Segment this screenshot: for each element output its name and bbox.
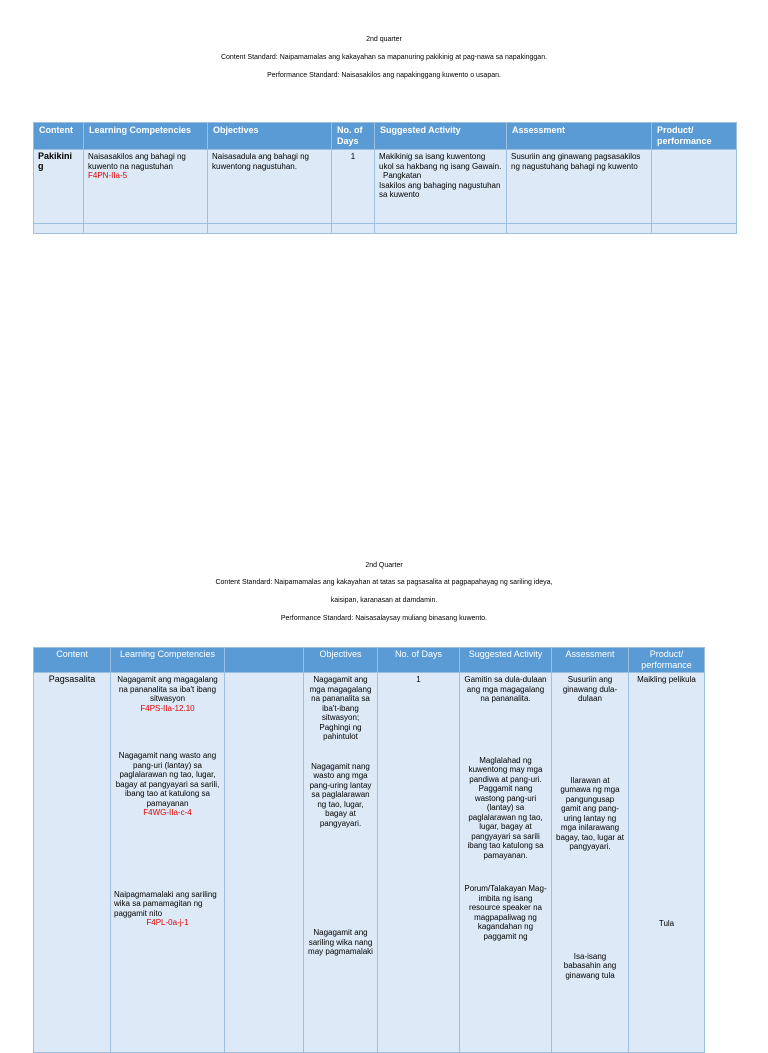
header-activity: Suggested Activity: [375, 123, 507, 150]
content-standard-2-line2: kaisipan, karanasan at damdamin.: [330, 597, 438, 604]
competency-cell: [84, 150, 208, 224]
assessment-cell: Susuriin ang ginawang pagsasakilos ng nagustuhang bahagi ng kuwento: [507, 150, 652, 224]
header-product: Product/ performance: [652, 123, 737, 150]
activity-text-2: Maglalahad ng kuwentong may mga pandiwa at pang-uri. Paggamit nang wastong pang-uri (lantay) sa paglalarawan ng tao, lugar, bagay at pangyayari sa sarili ibang tao katulong sa pamayanan.: [467, 755, 544, 860]
objective-text-3: Nagagamit ang sariling wika nang may pagmamalaki: [308, 928, 373, 956]
table-row: [34, 673, 705, 1053]
blank-cell: [225, 673, 304, 1053]
header-assessment: Assessment: [552, 648, 629, 673]
table-header-row: [34, 648, 705, 673]
assessment-text-3: Isa-isang babasahin ang ginawang tula: [563, 951, 617, 980]
product-text-2: Tula: [658, 918, 675, 928]
objective-text-1: Nagagamit ang mga magagalang na pananalita sa iba't-ibang sitwasyon; Paghingi ng pahintulot: [309, 675, 372, 741]
header-days: No. of Days: [378, 648, 460, 673]
competency-text: Naisasakilos ang bahagi ng kuwento na nagustuhan: [88, 152, 186, 171]
header-content: Content: [34, 648, 111, 673]
objective-cell: Naisasadula ang bahagi ng kuwentong nagustuhan.: [208, 150, 332, 224]
content-standard-2-line1: Content Standard: Naipamamalas ang kakayahan at tatas sa pagsasalita at pagpapahayag ng sariling ideya,: [215, 579, 553, 586]
activity-text-1: Gamitin sa dula-dulaan ang mga magagalang na pananalita.: [464, 675, 547, 703]
content-standard-1: Content Standard: Naipamamalas ang kakayahan sa mapanuring pakikinig at pag-nawa sa napakinggan.: [220, 54, 548, 61]
empty-cell: [652, 224, 737, 234]
header-competencies: Learning Competencies: [111, 648, 225, 673]
curriculum-table-1: [33, 122, 737, 234]
empty-cell: [507, 224, 652, 234]
empty-cell: [208, 224, 332, 234]
header-product: Product/ performance: [629, 648, 705, 673]
empty-cell: [332, 224, 375, 234]
product-text-1: Maikling pelikula: [637, 675, 696, 684]
product-cell: [652, 150, 737, 224]
empty-cell: [375, 224, 507, 234]
quarter-heading-2: 2nd Quarter: [365, 562, 403, 569]
performance-standard-1: Performance Standard: Naisasakilos ang napakinggang kuwento o usapan.: [267, 72, 501, 79]
header-content: Content: [34, 123, 84, 150]
header-days: No. of Days: [332, 123, 375, 150]
activity-text-3: Porum/Talakayan Mag-imbita ng isang resource speaker na magpapaliwag ng kagandahan ng paggamit ng: [464, 884, 547, 941]
competency-code-2: F4WG-IIa-c-4: [143, 808, 192, 817]
days-cell: 1: [378, 673, 460, 1053]
header-assessment: Assessment: [507, 123, 652, 150]
curriculum-table-2: [33, 647, 705, 1053]
competency-text-3: Naipagmamalaki ang sariling wika sa pamamagitan ng paggamit nito: [114, 889, 217, 918]
quarter-heading-1: 2nd quarter: [366, 36, 402, 43]
competency-code-1: F4PS-IIa-12.10: [140, 703, 195, 713]
header-competencies: Learning Competencies: [84, 123, 208, 150]
table-header-row: [34, 123, 737, 150]
competency-code: F4PN-IIa-5: [88, 171, 128, 180]
activity-text-2: Pangkatan: [383, 171, 422, 180]
assessment-cell: [552, 673, 629, 1053]
competency-code-3: F4PL-0a-j-1: [146, 918, 189, 927]
days-cell: 1: [332, 150, 375, 224]
header-objectives: Objectives: [208, 123, 332, 150]
competency-text-2: Nagagamit nang wasto ang pang-uri (lantay) sa paglalarawan ng tao, lugar, bagay at pangyayari sa sarili, ibang tao at katulong sa pamayanan: [115, 751, 220, 808]
header-objectives: Objectives: [304, 648, 378, 673]
empty-cell: [84, 224, 208, 234]
activity-cell: [460, 673, 552, 1053]
competency-cell: [111, 673, 225, 1053]
competency-text-1: Nagagamit ang magagalang na pananalita sa iba't ibang sitwasyon: [117, 675, 218, 703]
activity-cell: [375, 150, 507, 224]
activity-text-1: Makikinig sa isang kuwentong ukol sa hakbang ng isang Gawain.: [379, 152, 502, 171]
header-activity: Suggested Activity: [460, 648, 552, 673]
empty-cell: [34, 224, 84, 234]
content-cell: Pakikini g: [34, 150, 84, 224]
table-row: [34, 150, 737, 224]
table-row-empty: [34, 224, 737, 234]
performance-standard-2: Performance Standard: Naisasalaysay muliang binasang kuwento.: [280, 615, 488, 622]
assessment-text-2: Ilarawan at gumawa ng mga pangungusap gamit ang pang-uring lantay ng mga inilarawang bagay, tao, lugar at pangyayari.: [556, 775, 624, 851]
content-cell: Pagsasalita: [34, 673, 111, 1053]
objective-cell: [304, 673, 378, 1053]
product-cell: [629, 673, 705, 1053]
header-blank: [225, 648, 304, 673]
objective-text-2: Nagagamit nang wasto ang mga pang-uring lantay sa paglalarawan ng tao, lugar, bagay at pangyayari.: [309, 761, 372, 828]
assessment-text-1: Susuriin ang ginawang dula-dulaan: [562, 675, 618, 703]
activity-text-3: Isakilos ang bahaging nagustuhan sa kuwento: [379, 180, 501, 199]
